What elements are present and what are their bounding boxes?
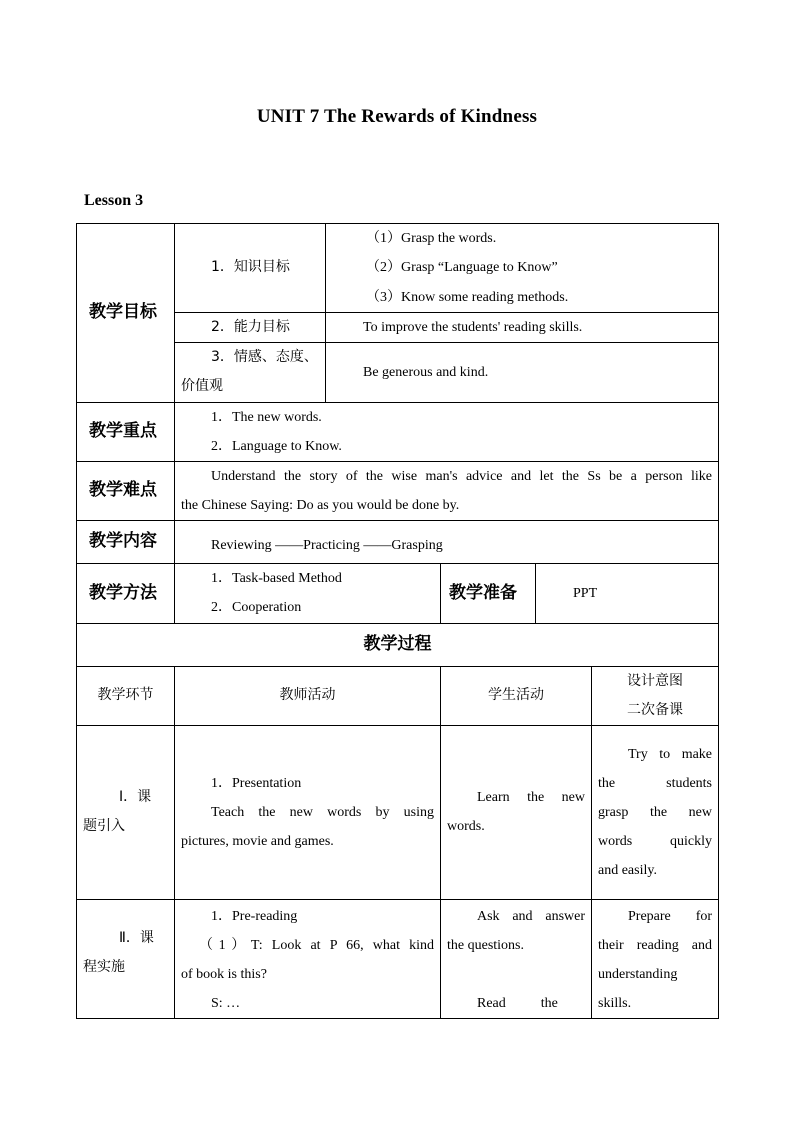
process-header-row: [77, 623, 719, 666]
emotion-label: [175, 342, 326, 402]
design-line: grasp the new: [598, 804, 713, 820]
stage-cell: [77, 725, 175, 899]
lesson-label: Lesson 3: [84, 192, 144, 209]
student-line: words.: [447, 819, 485, 835]
difficulties-line: Understand the story of the wise man's advice and let the Ss be a person like: [211, 468, 713, 484]
difficulties-text: [175, 461, 719, 520]
ability-label: 2．能力目标: [175, 312, 326, 342]
preparation-text: PPT: [536, 563, 719, 623]
key-points-header: 教学重点: [77, 402, 175, 461]
stage-line: 题引入: [83, 818, 125, 835]
design-line: and easily.: [598, 862, 657, 878]
knowledge-item: （2）Grasp “Language to Know”: [366, 260, 558, 276]
design-line: the students: [598, 775, 713, 791]
key-point-item: 1．The new words.: [211, 409, 322, 425]
stage-cell: [77, 899, 175, 1018]
knowledge-label: 1．知识目标: [175, 224, 326, 313]
lesson-plan-table: [76, 223, 719, 1019]
method-item: 1．Task-based Method: [211, 571, 342, 587]
column-stage: 教学环节: [77, 666, 175, 725]
teacher-line: of book is this?: [181, 966, 267, 982]
key-point-item: 2．Language to Know.: [211, 438, 342, 454]
student-line: Learn the new: [477, 790, 585, 806]
teacher-line: （1）T: Look at P 66, what kind: [199, 937, 434, 953]
design-intent: [592, 725, 719, 899]
methods-items: [175, 563, 441, 623]
emotion-label-line: 3．情感、态度、: [211, 349, 318, 366]
process-header: 教学过程: [77, 623, 719, 666]
difficulties-header: 教学难点: [77, 461, 175, 520]
methods-header: 教学方法: [77, 563, 175, 623]
column-student: 学生活动: [441, 666, 592, 725]
ability-text: To improve the students' reading skills.: [326, 312, 719, 342]
student-line: Ask and answer: [477, 908, 585, 924]
stage-line: Ⅱ．课: [119, 929, 154, 946]
knowledge-item: （3）Know some reading methods.: [366, 289, 569, 305]
teacher-line: pictures, movie and games.: [181, 833, 334, 849]
methods-row: [77, 563, 719, 623]
teacher-line: 1．Pre-reading: [211, 908, 298, 924]
content-text: Reviewing ——Practicing ——Grasping: [175, 520, 719, 563]
method-item: 2．Cooperation: [211, 600, 302, 616]
objectives-header: 教学目标: [77, 224, 175, 403]
stage-line: 程实施: [83, 958, 125, 975]
stage-line: Ⅰ．课: [119, 789, 152, 806]
difficulties-row: [77, 461, 719, 520]
design-line: understanding: [598, 966, 678, 982]
student-activity: [441, 725, 592, 899]
design-line: Try to make: [628, 746, 713, 762]
key-points-items: [175, 402, 719, 461]
design-line: their reading and: [598, 937, 713, 953]
student-activity: [441, 899, 592, 1018]
design-intent: [592, 899, 719, 1018]
column-second-prep-label: 二次备课: [627, 701, 683, 718]
student-line: the questions.: [447, 937, 524, 953]
preparation-header: 教学准备: [441, 563, 536, 623]
student-line: Read the: [477, 995, 558, 1011]
difficulties-line: the Chinese Saying: Do as you would be done by.: [181, 497, 460, 513]
design-line: words quickly: [598, 833, 713, 849]
objectives-row-knowledge: [77, 224, 719, 313]
content-header: 教学内容: [77, 520, 175, 563]
teacher-activity: [175, 899, 441, 1018]
knowledge-items: [326, 224, 719, 313]
teacher-line: S: …: [211, 995, 241, 1011]
column-design-label: 设计意图: [627, 672, 683, 689]
content-row: [77, 520, 719, 563]
design-line: Prepare for: [628, 908, 713, 924]
column-design: [592, 666, 719, 725]
design-line: skills.: [598, 995, 632, 1011]
emotion-label-line: 价值观: [181, 378, 223, 395]
teacher-line: Teach the new words by using: [211, 804, 434, 820]
teacher-line: 1．Presentation: [211, 775, 302, 791]
column-teacher: 教师活动: [175, 666, 441, 725]
process-row: [77, 725, 719, 899]
teacher-activity: [175, 725, 441, 899]
document-title: UNIT 7 The Rewards of Kindness: [256, 106, 538, 127]
knowledge-item: （1）Grasp the words.: [366, 231, 497, 246]
process-columns-row: [77, 666, 719, 725]
emotion-text: Be generous and kind.: [326, 342, 719, 402]
key-points-row: [77, 402, 719, 461]
process-row: [77, 899, 719, 1018]
student-line: [447, 960, 585, 989]
